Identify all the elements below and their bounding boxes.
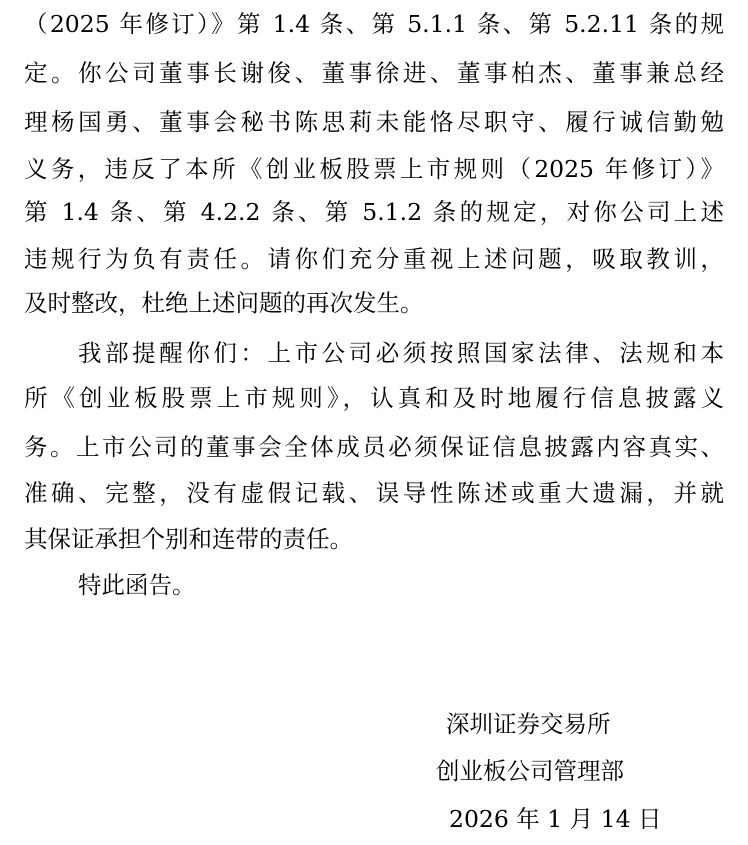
- signature-date: 2026 年 1 月 14 日: [449, 805, 662, 833]
- body-line: 我部提醒你们：上市公司必须按照国家法律、法规和本: [78, 339, 724, 367]
- body-line: 第 1.4 条、第 4.2.2 条、第 5.1.2 条的规定，对你公司上述: [24, 198, 724, 226]
- body-line: 理杨国勇、董事会秘书陈思莉未能恪尽职守、履行诚信勤勉: [24, 108, 724, 136]
- body-line: 准确、完整，没有虚假记载、误导性陈述或重大遗漏，并就: [24, 479, 724, 507]
- body-line: 所《创业板股票上市规则》，认真和及时地履行信息披露义: [24, 384, 724, 412]
- signature-department: 创业板公司管理部: [436, 757, 624, 785]
- signature-organization: 深圳证券交易所: [446, 710, 611, 738]
- body-line: 义务，违反了本所《创业板股票上市规则（2025 年修订）》: [24, 155, 724, 183]
- body-line: 定。你公司董事长谢俊、董事徐进、董事柏杰、董事兼总经: [24, 59, 724, 87]
- body-line: 及时整改，杜绝上述问题的再次发生。: [24, 289, 424, 317]
- body-line: 违规行为负有责任。请你们充分重视上述问题，吸取教训，: [24, 245, 724, 273]
- body-line: 其保证承担个别和连带的责任。: [24, 525, 353, 553]
- closing-line: 特此函告。: [78, 571, 196, 599]
- body-line: 务。上市公司的董事会全体成员必须保证信息披露内容真实、: [24, 433, 724, 461]
- body-line: （2025 年修订）》第 1.4 条、第 5.1.1 条、第 5.2.11 条的规: [24, 10, 724, 38]
